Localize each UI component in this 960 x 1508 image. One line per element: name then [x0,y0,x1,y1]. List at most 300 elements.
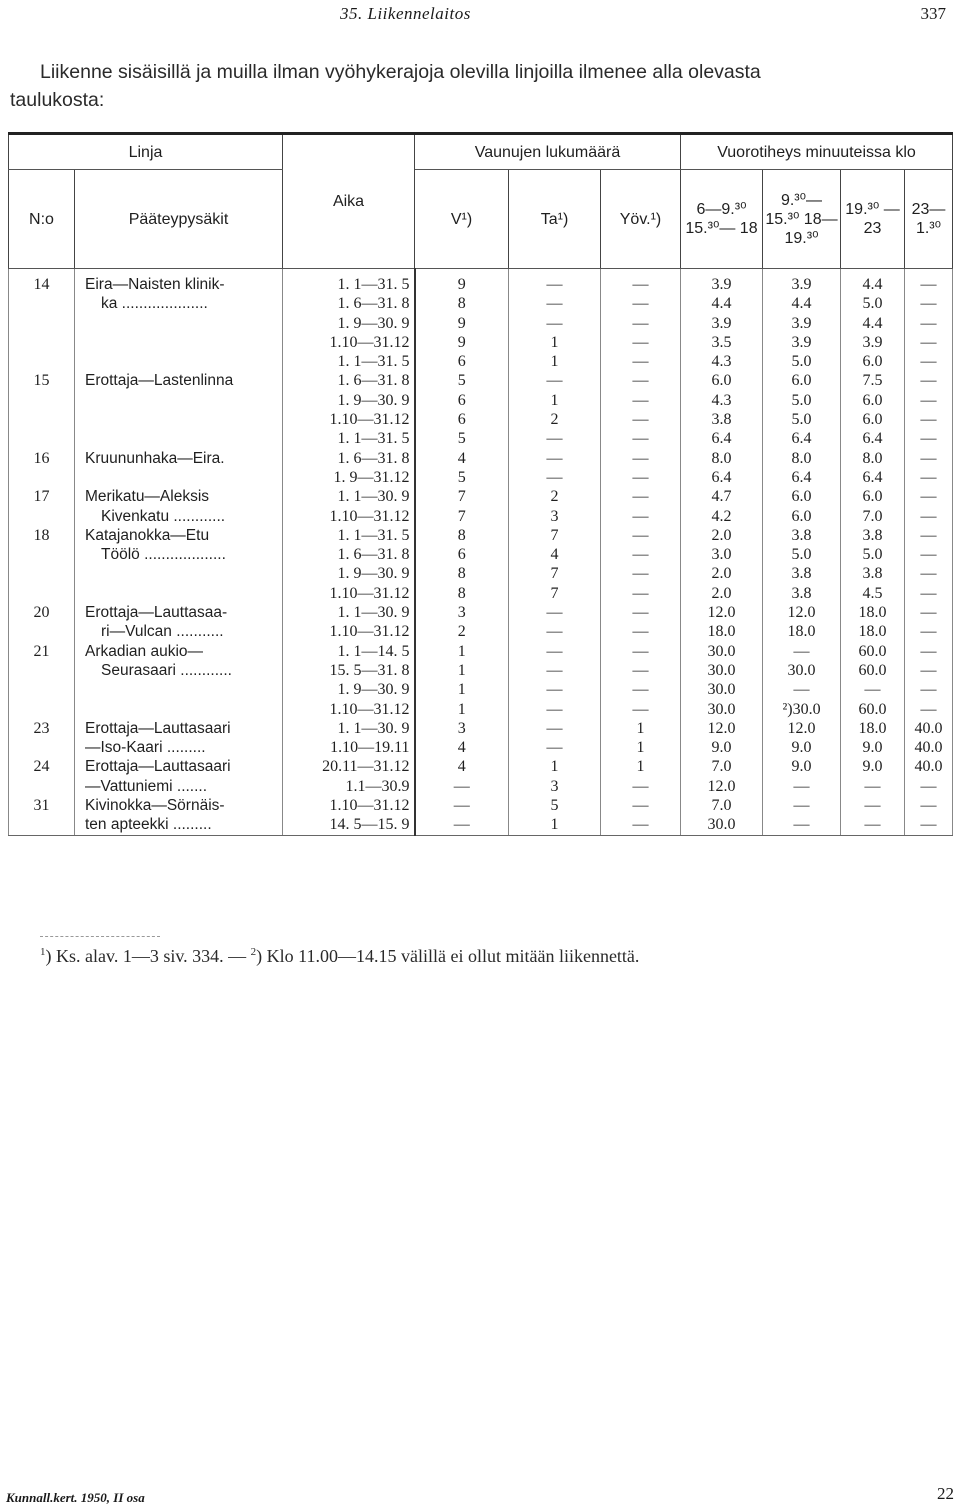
row-f4: — [905,526,953,545]
row-ta: — [509,738,601,757]
row-yov: — [601,391,681,410]
row-terminals: ri—Vulcan ........... [75,622,283,641]
row-ta: 3 [509,507,601,526]
row-period: 1.10—19.11 [283,738,415,757]
row-number: 23 [9,719,75,738]
table-row [9,642,953,661]
row-f1: 9.0 [681,738,763,757]
row-number [9,661,75,680]
table-row [9,333,953,352]
row-terminals [75,314,283,333]
row-f2: — [763,815,841,835]
row-f2: 5.0 [763,391,841,410]
row-terminals [75,429,283,448]
header-yov: Yöv.¹) [601,170,681,269]
row-ta: — [509,449,601,468]
row-number [9,294,75,313]
row-f1: 18.0 [681,622,763,641]
row-f4: — [905,622,953,641]
row-f2: 3.9 [763,333,841,352]
row-terminals: Seurasaari ............ [75,661,283,680]
row-terminals: Eira—Naisten klinik- [75,275,283,294]
chapter-title: 35. Liikennelaitos [340,4,471,23]
row-f4: — [905,333,953,352]
row-f4: 40.0 [905,738,953,757]
row-f4: — [905,661,953,680]
row-f3: 6.4 [841,468,905,487]
table-row [9,487,953,506]
footnote-text-2: Klo 11.00—14.15 välillä ei ollut mitään liikennettä. [262,946,640,966]
row-f4: — [905,777,953,796]
footnote: $^1$) Ks. alav. 1—3 siv. 334. — $^2$) Klo 11.00—14.15 välillä ei ollut mitään liikennettä. [40,946,640,966]
row-yov: — [601,815,681,835]
table-row [9,294,953,313]
row-f2: 6.4 [763,429,841,448]
row-terminals [75,333,283,352]
footnote-marker-1: 1 [40,946,46,958]
table-row [9,545,953,564]
row-f3: 60.0 [841,661,905,680]
row-period: 1. 9—30. 9 [283,391,415,410]
row-v: 7 [415,507,509,526]
row-yov: — [601,661,681,680]
row-period: 1. 6—31. 8 [283,545,415,564]
table-row [9,410,953,429]
row-f1: 3.9 [681,314,763,333]
table-row [9,757,953,776]
row-number: 18 [9,526,75,545]
row-f3: 4.4 [841,275,905,294]
row-f4: 40.0 [905,757,953,776]
row-yov: 1 [601,719,681,738]
row-period: 1. 1—30. 9 [283,487,415,506]
row-f3: — [841,777,905,796]
row-v: 1 [415,680,509,699]
row-f3: 6.4 [841,429,905,448]
row-f2: — [763,680,841,699]
row-ta: — [509,680,601,699]
row-ta: 3 [509,777,601,796]
table-row [9,680,953,699]
row-number [9,680,75,699]
row-f4: — [905,352,953,371]
row-f2: 4.4 [763,294,841,313]
row-f4: — [905,371,953,390]
row-f2: 12.0 [763,603,841,622]
row-terminals: Kivinokka—Sörnäis- [75,796,283,815]
row-yov: — [601,526,681,545]
row-f4: — [905,700,953,719]
row-f1: 6.0 [681,371,763,390]
row-f4: — [905,275,953,294]
row-v: 3 [415,719,509,738]
row-terminals [75,352,283,371]
row-yov: — [601,622,681,641]
header-f1: 6—9.³⁰ 15.³⁰— 18 [681,170,763,269]
row-ta: 7 [509,526,601,545]
row-yov: — [601,680,681,699]
row-ta: — [509,468,601,487]
row-yov: — [601,507,681,526]
row-f1: 3.9 [681,275,763,294]
row-f4: — [905,487,953,506]
row-f2: 8.0 [763,449,841,468]
row-terminals: ka .................... [75,294,283,313]
row-number: 14 [9,275,75,294]
row-number [9,622,75,641]
row-f1: 30.0 [681,700,763,719]
row-terminals: Töölö ................... [75,545,283,564]
row-f4: — [905,564,953,583]
row-period: 1. 1—31. 5 [283,275,415,294]
table-row [9,738,953,757]
row-yov: — [601,777,681,796]
row-period: 1. 1—31. 5 [283,352,415,371]
row-f1: 2.0 [681,564,763,583]
row-ta: 7 [509,564,601,583]
row-period: 1. 9—31.12 [283,468,415,487]
row-period: 1. 1—30. 9 [283,719,415,738]
row-f4: — [905,391,953,410]
row-ta: — [509,429,601,448]
row-period: 1.10—31.12 [283,584,415,603]
row-ta: — [509,622,601,641]
table-row [9,391,953,410]
row-period: 1.10—31.12 [283,796,415,815]
row-f3: 6.0 [841,352,905,371]
row-f3: — [841,680,905,699]
footnote-text-1: Ks. alav. 1—3 siv. 334. — [51,946,251,966]
row-yov: — [601,275,681,294]
row-terminals: Erottaja—Lauttasaa- [75,603,283,622]
header-f2: 9.³⁰— 15.³⁰ 18— 19.³⁰ [763,170,841,269]
row-v: 9 [415,333,509,352]
row-v: 2 [415,622,509,641]
row-f2: 18.0 [763,622,841,641]
table-row [9,564,953,583]
row-ta: — [509,275,601,294]
row-period: 1. 9—30. 9 [283,564,415,583]
row-number [9,507,75,526]
row-period: 1. 1—31. 5 [283,526,415,545]
row-ta: — [509,371,601,390]
row-terminals: Kruununhaka—Eira. [75,449,283,468]
row-v: 5 [415,429,509,448]
row-f2: 3.8 [763,526,841,545]
row-v: 1 [415,642,509,661]
row-f2: — [763,777,841,796]
table-row [9,275,953,294]
row-ta: 5 [509,796,601,815]
row-v: 9 [415,275,509,294]
row-f3: 7.5 [841,371,905,390]
row-f1: 12.0 [681,719,763,738]
row-f1: 6.4 [681,429,763,448]
row-f1: 30.0 [681,642,763,661]
row-v: 4 [415,738,509,757]
row-terminals: Arkadian aukio— [75,642,283,661]
row-period: 1. 9—30. 9 [283,680,415,699]
row-f2: 3.8 [763,564,841,583]
row-f1: 3.8 [681,410,763,429]
row-v: 6 [415,352,509,371]
row-terminals: Erottaja—Lastenlinna [75,371,283,390]
row-number [9,429,75,448]
row-v: 6 [415,391,509,410]
row-f1: 4.7 [681,487,763,506]
row-terminals [75,564,283,583]
row-v: 7 [415,487,509,506]
table-row [9,584,953,603]
row-f4: — [905,680,953,699]
table-row [9,815,953,835]
row-terminals: ten apteekki ......... [75,815,283,835]
header-vaunujen: Vaunujen lukumäärä [415,134,681,170]
row-f1: 30.0 [681,815,763,835]
row-period: 1. 1—31. 5 [283,429,415,448]
table-row [9,777,953,796]
row-yov: — [601,371,681,390]
row-v: 8 [415,584,509,603]
row-f1: 6.4 [681,468,763,487]
row-period: 1. 9—30. 9 [283,314,415,333]
header-vuorotiheys: Vuorotiheys minuuteissa klo [681,134,953,170]
row-yov: 1 [601,757,681,776]
row-v: — [415,796,509,815]
row-f4: — [905,294,953,313]
row-v: 6 [415,545,509,564]
row-number [9,564,75,583]
row-f1: 4.3 [681,352,763,371]
row-number [9,545,75,564]
row-number: 24 [9,757,75,776]
row-yov: — [601,429,681,448]
row-yov: 1 [601,738,681,757]
row-f3: 6.0 [841,391,905,410]
row-number [9,391,75,410]
row-period: 20.11—31.12 [283,757,415,776]
row-v: 3 [415,603,509,622]
row-terminals: —Vattuniemi ....... [75,777,283,796]
footer-page: 22 [937,1484,954,1503]
row-v: 8 [415,526,509,545]
row-f4: — [905,642,953,661]
row-f4: — [905,429,953,448]
row-number: 16 [9,449,75,468]
row-yov: — [601,796,681,815]
row-terminals: Erottaja—Lauttasaari [75,719,283,738]
row-yov: — [601,642,681,661]
header-terminals: Pääteypysäkit [75,170,283,269]
row-number: 15 [9,371,75,390]
row-f1: 30.0 [681,661,763,680]
row-f3: 5.0 [841,545,905,564]
footer-source: Kunnall.kert. 1950, II osa [6,1490,145,1505]
row-f1: 3.5 [681,333,763,352]
row-ta: — [509,314,601,333]
footnote-rule [40,936,160,937]
table-row [9,700,953,719]
row-terminals [75,584,283,603]
row-period: 1.10—31.12 [283,410,415,429]
row-f3: 4.5 [841,584,905,603]
row-yov: — [601,564,681,583]
table-row [9,526,953,545]
row-terminals [75,680,283,699]
row-v: 8 [415,564,509,583]
row-f1: 3.0 [681,545,763,564]
table-row [9,603,953,622]
row-f2: 5.0 [763,545,841,564]
row-f2: 3.9 [763,275,841,294]
row-f4: — [905,584,953,603]
row-ta: — [509,700,601,719]
row-terminals: Erottaja—Lauttasaari [75,757,283,776]
intro-line-1: Liikenne sisäisillä ja muilla ilman vyöhykerajoja olevilla linjoilla ilmenee alla olevasta [40,61,761,83]
row-f1: 8.0 [681,449,763,468]
row-yov: — [601,700,681,719]
row-f4: — [905,507,953,526]
row-f3: 3.9 [841,333,905,352]
row-f3: 18.0 [841,622,905,641]
row-ta: 1 [509,352,601,371]
row-f1: 7.0 [681,796,763,815]
row-period: 1.10—31.12 [283,333,415,352]
row-v: 9 [415,314,509,333]
row-number [9,738,75,757]
header-aika: Aika [283,134,415,269]
table-row [9,371,953,390]
row-ta: 4 [509,545,601,564]
row-f3: 9.0 [841,757,905,776]
row-f1: 30.0 [681,680,763,699]
row-f1: 12.0 [681,603,763,622]
row-f3: 7.0 [841,507,905,526]
row-f1: 7.0 [681,757,763,776]
row-terminals [75,468,283,487]
row-number [9,314,75,333]
row-v: — [415,815,509,835]
row-terminals [75,700,283,719]
intro-paragraph [10,58,950,114]
row-f4: — [905,796,953,815]
row-f4: — [905,449,953,468]
table-row [9,719,953,738]
header-no: N:o [9,170,75,269]
row-yov: — [601,294,681,313]
page-header [0,0,960,30]
row-f3: 3.8 [841,564,905,583]
row-ta: 7 [509,584,601,603]
table-row [9,352,953,371]
table-row [9,468,953,487]
row-number [9,777,75,796]
table-row [9,429,953,448]
row-f2: 3.9 [763,314,841,333]
row-f4: — [905,468,953,487]
row-ta: 1 [509,391,601,410]
row-period: 1. 6—31. 8 [283,449,415,468]
row-f4: — [905,815,953,835]
row-ta: — [509,642,601,661]
row-yov: — [601,449,681,468]
row-ta: 2 [509,410,601,429]
row-f2: 3.8 [763,584,841,603]
row-f3: — [841,796,905,815]
row-number [9,468,75,487]
row-period: 15. 5—31. 8 [283,661,415,680]
header-f3: 19.³⁰ —23 [841,170,905,269]
row-f2: 6.0 [763,507,841,526]
row-v: 5 [415,468,509,487]
row-f4: — [905,410,953,429]
row-yov: — [601,487,681,506]
row-f1: 4.2 [681,507,763,526]
header-ta: Ta¹) [509,170,601,269]
row-number: 20 [9,603,75,622]
table-row [9,449,953,468]
row-f2: 6.0 [763,487,841,506]
row-period: 14. 5—15. 9 [283,815,415,835]
table-row [9,796,953,815]
table-row [9,622,953,641]
row-terminals: Merikatu—Aleksis [75,487,283,506]
row-yov: — [601,603,681,622]
row-ta: — [509,661,601,680]
row-period: 1.10—31.12 [283,622,415,641]
row-period: 1. 1—14. 5 [283,642,415,661]
row-v: 8 [415,294,509,313]
row-f2: 30.0 [763,661,841,680]
row-terminals: —Iso-Kaari ......... [75,738,283,757]
row-f3: 5.0 [841,294,905,313]
table-row [9,314,953,333]
row-number: 31 [9,796,75,815]
row-period: 1. 6—31. 8 [283,371,415,390]
row-f2: — [763,796,841,815]
row-v: 6 [415,410,509,429]
row-ta: 1 [509,757,601,776]
row-f2: 12.0 [763,719,841,738]
row-ta: — [509,603,601,622]
row-number [9,352,75,371]
row-ta: 1 [509,815,601,835]
row-terminals [75,391,283,410]
row-f3: 18.0 [841,719,905,738]
row-v: — [415,777,509,796]
row-yov: — [601,333,681,352]
row-f2: 5.0 [763,410,841,429]
row-f3: 6.0 [841,410,905,429]
row-period: 1.10—31.12 [283,700,415,719]
row-f2: 6.4 [763,468,841,487]
header-f4: 23— 1.³⁰ [905,170,953,269]
footnote-marker-2: 2 [250,946,257,958]
row-terminals: Katajanokka—Etu [75,526,283,545]
row-yov: — [601,545,681,564]
page-number: 337 [920,4,946,23]
row-number [9,700,75,719]
row-v: 1 [415,661,509,680]
row-f2: — [763,642,841,661]
row-f3: 3.8 [841,526,905,545]
row-number: 17 [9,487,75,506]
row-number [9,815,75,835]
row-f3: 60.0 [841,642,905,661]
header-linja: Linja [9,134,283,170]
row-f4: 40.0 [905,719,953,738]
table-row [9,661,953,680]
